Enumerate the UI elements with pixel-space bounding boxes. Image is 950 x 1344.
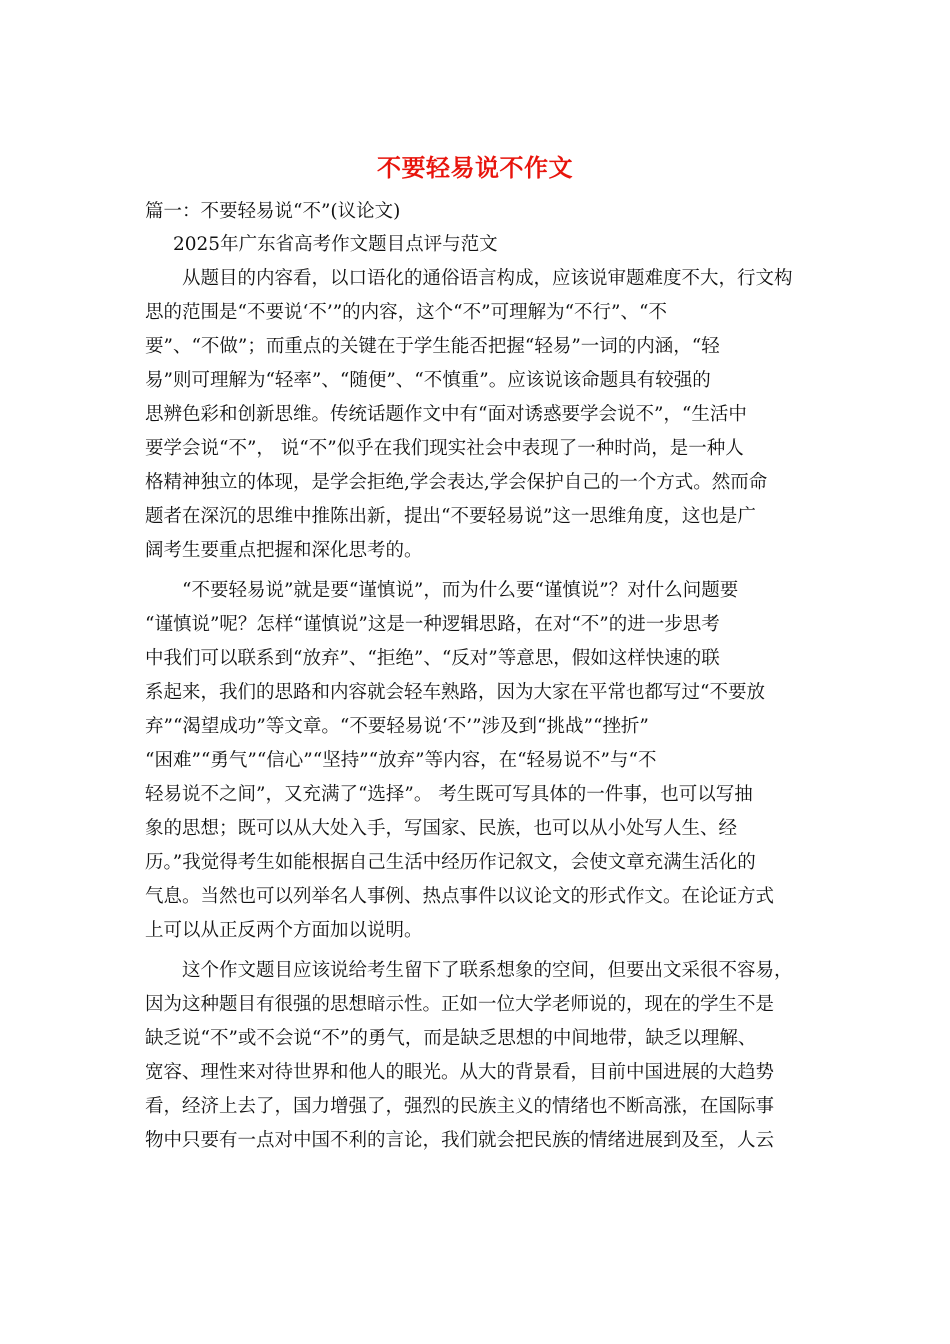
document-title: 不要轻易说不作文	[377, 153, 573, 182]
paragraph-line: “谨慎说”呢？怎样“谨慎说”这是一种逻辑思路，在对“不”的进一步思考	[145, 614, 720, 635]
paragraph-line: 弃”“渴望成功”等文章。“不要轻易说‘不’”涉及到“挑战”“挫折”	[145, 716, 649, 737]
paragraph-line: 象的思想；既可以从大处入手，写国家、民族，也可以从小处写人生、经	[145, 818, 738, 839]
paragraph-line: 要”、“不做”；而重点的关键在于学生能否把握“轻易”一词的内涵，“轻	[145, 336, 720, 357]
paragraph-line: 历。”我觉得考生如能根据自己生活中经历作记叙文，会使文章充满生活化的	[145, 852, 756, 873]
paragraph-line: 从题目的内容看，以口语化的通俗语言构成，应该说审题难度不大，行文构	[145, 268, 793, 289]
paragraphs-container	[145, 262, 807, 1158]
paragraph-line: 缺乏说“不”或不会说“不”的勇气，而是缺乏思想的中间地带，缺乏以理解、	[145, 1028, 757, 1049]
paragraph-line: 思辨色彩和创新思维。传统话题作文中有“面对诱惑要学会说不”，“生活中	[145, 404, 747, 425]
paragraph-line: 宽容、理性来对待世界和他人的眼光。从大的背景看，目前中国进展的大趋势	[145, 1062, 775, 1083]
paragraph-line: 中我们可以联系到“放弃”、“拒绝”、“反对”等意思，假如这样快速的联	[145, 648, 720, 669]
paragraph-line: 格精神独立的体现，是学会拒绝,学会表达,学会保护自己的一个方式。然而命	[145, 472, 768, 493]
paragraph	[145, 954, 807, 1158]
paragraph-line: 物中只要有一点对中国不利的言论，我们就会把民族的情绪进展到及至，人云	[145, 1130, 775, 1151]
paragraph-line: “不要轻易说”就是要“谨慎说”，而为什么要“谨慎说”？对什么问题要	[145, 580, 739, 601]
paragraph-line: 题者在深沉的思维中推陈出新，提出“不要轻易说”这一思维角度，这也是广	[145, 506, 756, 527]
paragraph-line: 系起来，我们的思路和内容就会轻车熟路，因为大家在平常也都写过“不要放	[145, 682, 765, 703]
paragraph-line: 要学会说“不”， 说“不”似乎在我们现实社会中表现了一种时尚，是一种人	[145, 438, 744, 459]
paragraph	[145, 262, 807, 568]
paragraph	[145, 574, 807, 948]
paragraph-line: 气息。当然也可以列举名人事例、热点事件以议论文的形式作文。在论证方式	[145, 886, 775, 907]
subheading: 2025年广东省高考作文题目点评与范文	[173, 234, 498, 255]
document-body	[145, 196, 807, 1158]
paragraph-line: 上可以从正反两个方面加以说明。	[145, 920, 423, 941]
section-heading: 篇一：不要轻易说“不”(议论文)	[145, 201, 401, 222]
paragraph-line: 看，经济上去了，国力增强了，强烈的民族主义的情绪也不断高涨，在国际事	[145, 1096, 775, 1117]
paragraph-line: 轻易说不之间”，又充满了“选择”。 考生既可写具体的一件事，也可以写抽	[145, 784, 753, 805]
paragraph-line: 易”则可理解为“轻率”、“随便”、“不慎重”。应该说该命题具有较强的	[145, 370, 711, 391]
paragraph-line: 这个作文题目应该说给考生留下了联系想象的空间，但要出文采很不容易，	[145, 960, 793, 981]
paragraph-line: 因为这种题目有很强的思想暗示性。正如一位大学老师说的，现在的学生不是	[145, 994, 775, 1015]
paragraph-line: 阔考生要重点把握和深化思考的。	[145, 540, 423, 561]
paragraph-line: 思的范围是“不要说‘不’”的内容，这个“不”可理解为“不行”、“不	[145, 302, 667, 323]
paragraph-line: “困难”“勇气”“信心”“坚持”“放弃”等内容，在“轻易说不”与“不	[145, 750, 657, 771]
